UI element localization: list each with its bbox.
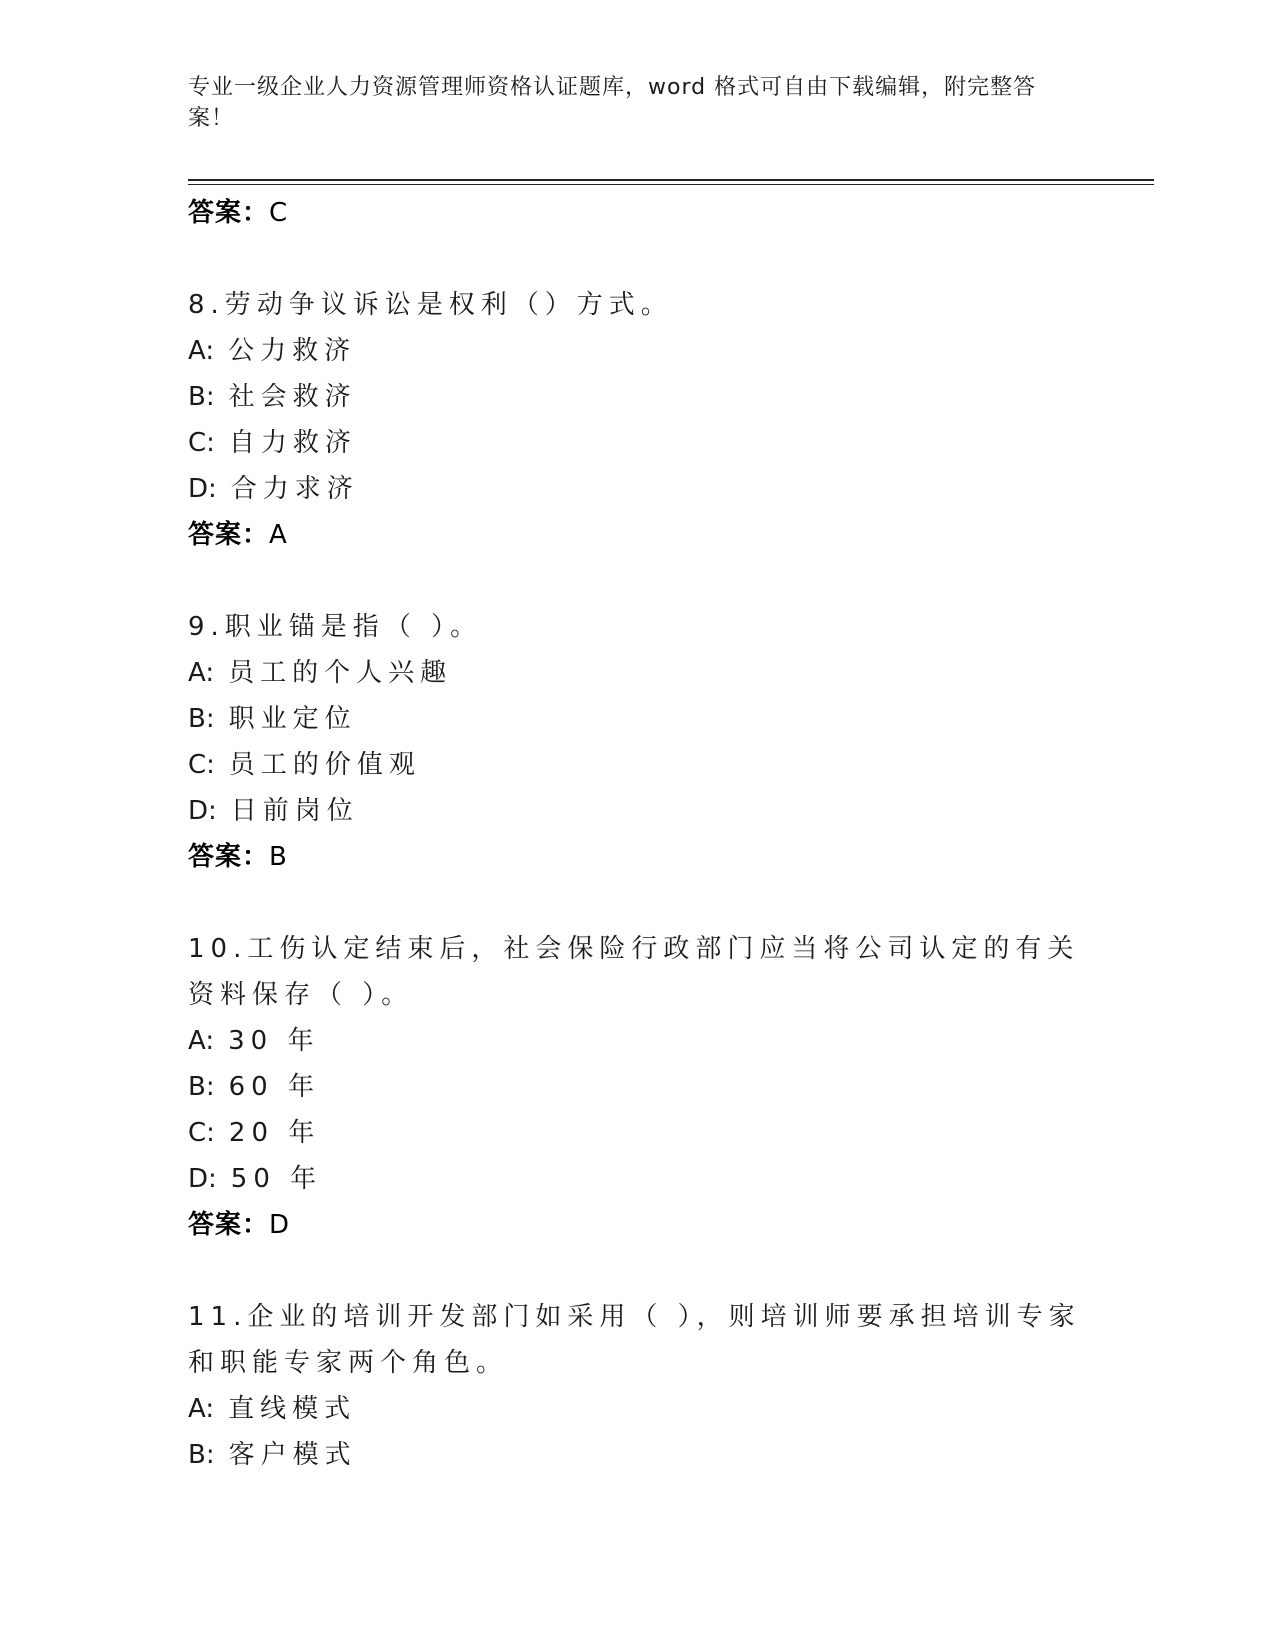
answer-value: C bbox=[269, 198, 289, 228]
option-c bbox=[188, 742, 1088, 788]
option-letter: D: bbox=[188, 796, 217, 826]
document-header: 专业一级企业人力资源管理师资格认证题库，word 格式可自由下载编辑，附完整答案！ bbox=[188, 75, 1037, 131]
option-text: 日前岗位 bbox=[230, 796, 359, 826]
option-text: 员工的价值观 bbox=[228, 750, 421, 780]
question-stem: 11.企业的培训开发部门如采用（ ），则培训师要承担培训专家和职能专家两个角色。 bbox=[188, 1302, 1081, 1378]
option-letter: B: bbox=[188, 704, 215, 734]
question-stem: 9.职业锚是指（ ）。 bbox=[188, 612, 483, 642]
option-letter: B: bbox=[188, 1072, 215, 1102]
option-letter: D: bbox=[188, 1164, 217, 1194]
option-text: 合力求济 bbox=[230, 474, 359, 504]
option-letter: A: bbox=[188, 1394, 215, 1424]
option-c bbox=[188, 1110, 1088, 1156]
option-d bbox=[188, 1156, 1088, 1202]
option-text: 自力救济 bbox=[228, 428, 357, 458]
header-divider-thin bbox=[188, 184, 1154, 185]
answer-line bbox=[188, 190, 1088, 236]
option-text: 客户模式 bbox=[228, 1440, 357, 1470]
option-letter: A: bbox=[188, 1026, 215, 1056]
question-item bbox=[188, 604, 1088, 880]
option-text: 职业定位 bbox=[228, 704, 357, 734]
option-d bbox=[188, 466, 1088, 512]
answer-value: A bbox=[269, 520, 288, 550]
option-b bbox=[188, 374, 1088, 420]
option-text: 30 年 bbox=[228, 1026, 320, 1056]
option-letter: A: bbox=[188, 336, 215, 366]
answer-line bbox=[188, 512, 1088, 558]
option-letter: C: bbox=[188, 428, 215, 458]
answer-label: 答案： bbox=[188, 1210, 270, 1240]
option-b bbox=[188, 1432, 1088, 1478]
option-text: 20 年 bbox=[228, 1118, 321, 1148]
option-c bbox=[188, 420, 1088, 466]
option-letter: B: bbox=[188, 382, 215, 412]
option-b bbox=[188, 1064, 1088, 1110]
option-b bbox=[188, 696, 1088, 742]
option-text: 50 年 bbox=[230, 1164, 323, 1194]
question-stem: 10.工伤认定结束后，社会保险行政部门应当将公司认定的有关资料保存（ ）。 bbox=[188, 934, 1080, 1010]
option-letter: B: bbox=[188, 1440, 215, 1470]
question-item bbox=[188, 282, 1088, 558]
answer-value: B bbox=[269, 842, 288, 872]
option-letter: D: bbox=[188, 474, 217, 504]
question-item bbox=[188, 1294, 1088, 1478]
answer-label: 答案： bbox=[188, 520, 270, 550]
question-list bbox=[188, 190, 1088, 1478]
answer-line bbox=[188, 834, 1088, 880]
option-letter: C: bbox=[188, 1118, 215, 1148]
option-a bbox=[188, 650, 1088, 696]
answer-value: D bbox=[269, 1210, 291, 1240]
option-text: 员工的个人兴趣 bbox=[228, 658, 453, 688]
answer-label: 答案： bbox=[188, 842, 270, 872]
answer-label: 答案： bbox=[188, 198, 270, 228]
option-text: 公力救济 bbox=[228, 336, 357, 366]
option-text: 60 年 bbox=[228, 1072, 320, 1102]
answer-line bbox=[188, 1202, 1088, 1248]
header-divider-thick bbox=[188, 179, 1154, 181]
question-item bbox=[188, 926, 1088, 1248]
option-a bbox=[188, 1018, 1088, 1064]
option-text: 直线模式 bbox=[228, 1394, 357, 1424]
option-text: 社会救济 bbox=[228, 382, 357, 412]
option-letter: A: bbox=[188, 658, 215, 688]
option-letter: C: bbox=[188, 750, 215, 780]
option-d bbox=[188, 788, 1088, 834]
option-a bbox=[188, 328, 1088, 374]
option-a bbox=[188, 1386, 1088, 1432]
question-stem: 8.劳动争议诉讼是权利（）方式。 bbox=[188, 290, 673, 320]
